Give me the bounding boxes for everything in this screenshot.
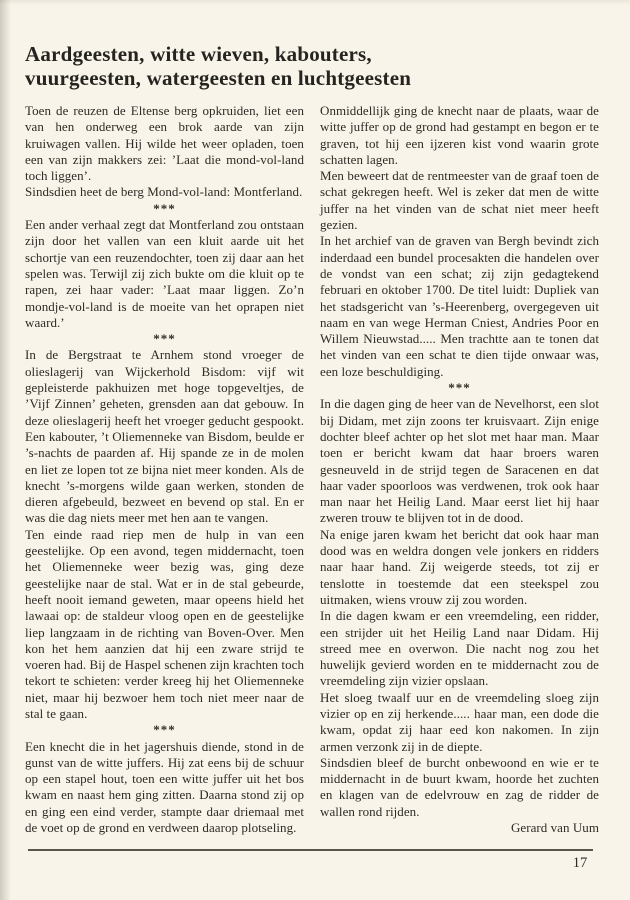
section-separator: *** xyxy=(153,331,176,347)
article-title xyxy=(25,42,605,90)
paragraph: Een knecht die in het jagershuis diende, stond in de gunst van de witte juffers. Hij zat eens bij de schuur op een stapel hout, toen een witte juffer uit het bos kwam en naast hem ging zitten. Daarna stond zij op en ging een eind verder, stampte daar driemaal met de voet op de grond en verdween daarop plotseling. xyxy=(25,738,304,836)
text-column-left xyxy=(25,103,304,836)
footer-rule xyxy=(28,849,593,851)
paragraph: In die dagen kwam er een vreemdeling, een ridder, een strijder uit het Heilig Land naar Didam. Hij streed mee en overwon. Die nacht nog zou het huwelijk gevierd worden en te middernacht zou de vreemdeling zijn vizier opslaan. xyxy=(320,608,599,689)
section-separator: *** xyxy=(153,200,176,216)
paragraph: Onmiddellijk ging de knecht naar de plaats, waar de witte juffer op de grond had gestampt en begon er te graven, tot hij een ijzeren kist vond waarin grote schatten lagen. xyxy=(320,103,599,167)
paragraph: In de Bergstraat te Arnhem stond vroeger de olieslagerij van Wijckerhold Bisdom: vijf wit gepleisterde pakhuizen met hoge topgeveltjes, de ’Vijf Zinnen’ geheten, grensden aan dat gebouw. In deze olieslagerij heeft het vroeger geducht gespookt. Een kabouter, ’t Oliemenneke van Bisdom, beulde er ’s-nachts de paarden af. Hij spande ze in de molen en liet ze lopen tot ze bijna niet meer konden. Als de knecht ’s-morgens wilde gaan werken, stonden de dieren afgebeuld, bezweet en bevend op stal. En er was die dag niets meer met hen aan te vangen. xyxy=(25,347,304,526)
paragraph: Toen de reuzen de Eltense berg opkruiden, liet een van hen onderweg een brok aarde van zijn kruiwagen vallen. Hij wilde het weer opladen, toen een van zijn makkers zei: ’Laat die mond-vol-land toch liggen’. xyxy=(25,103,304,184)
author-credit: Gerard van Uum xyxy=(510,820,599,836)
article-title-line2: vuurgeesten, watergeesten en luchtgeesten xyxy=(25,66,412,90)
paragraph: In die dagen ging de heer van de Nevelhorst, een slot bij Didam, met zijn zoons ter kruisvaart. Zijn enige dochter bleef achter op het slot met haar man. Maar toen er bericht kwam dat haar broers waren gesneuveld in de strijd tegen de Saracenen en dat haar vader spoorloos was verdwenen, trok ook haar man naar het Heilig Land. Maar eerst liet hij haar zweren trouw te blijven tot in de dood. xyxy=(320,396,599,526)
scan-edge-shadow xyxy=(0,0,11,900)
section-separator: *** xyxy=(448,380,471,396)
paragraph: Sindsdien bleef de burcht onbewoond en wie er te middernacht in de buurt kwam, hoorde het zuchten en klagen van de edelvrouw en zag de ridder de wallen rond rijden. xyxy=(320,754,599,819)
paragraph: Ten einde raad riep men de hulp in van een geestelijke. Op een avond, tegen middernacht, toen het Oliemenneke weer bezig was, ging deze geestelijke naar de stal. Wat er in de stal gebeurde, heeft nooit iemand geweten, maar opeens hield het lawaai op: de staldeur vloog open en de geestelijke liep langzaam in de richting van Boven-Over. Men kon het hem aanzien dat hij een zware strijd te voeren had. Bij de Haspel schenen zijn krachten toch tekort te schieten: verder kreeg hij het Oliemenneke niet, maar hij bezwoer hem toch niet meer naar de stal te gaan. xyxy=(25,526,304,721)
article-title-line1: Aardgeesten, witte wieven, kabouters, xyxy=(25,42,372,66)
paragraph: Men beweert dat de rentmeester van de graaf toen de schat gekregen heeft. Wel is zeker dat men de witte juffer na het vinden van de schat niet meer heeft gezien. xyxy=(320,168,599,233)
section-separator: *** xyxy=(153,722,176,738)
paragraph: Een ander verhaal zegt dat Montferland zou ontstaan zijn door het vallen van een kluit aarde uit het schortje van een reuzendochter, toen zij daar aan het spelen was. Terwijl zij zich bukte om die kluit op te rapen, zei haar vader: ’Laat maar liggen. Zo’n mondje-vol-land is de moeite van het oprapen niet waard.’ xyxy=(25,217,304,330)
paragraph: Het sloeg twaalf uur en de vreemdeling sloeg zijn vizier op en zij herkende..... haar man, een dode die kwam, opdat zij haar eed kon nakomen. In zijn armen verzonk zij in de diepte. xyxy=(320,689,599,754)
paragraph: In het archief van de graven van Bergh bevindt zich inderdaad een bundel procesakten die handelen over de vondst van een schat; zij zijn gedagtekend februari en oktober 1700. De titel luidt: Dupliek van het stadsgericht van ’s-Heerenberg, overgegeven uit naam en van wege Herman Cniest, Andries Poor en Willem Nieuwstad..... Men trachtte aan te tonen dat het vinden van een schat te dien tijde onwaar was, een loze beschuldiging. xyxy=(320,233,599,379)
scan-top-shadow xyxy=(0,0,630,5)
page-number: 17 xyxy=(572,855,588,871)
text-column-right xyxy=(320,103,599,836)
paragraph: Na enige jaren kwam het bericht dat ook haar man dood was en weldra dongen vele jonkers en ridders naar haar hand. Zij weigerde steeds, tot zij er tenslotte in toestemde dat een steekspel zou uitmaken, wiens vrouw zij zou worden. xyxy=(320,526,599,607)
paragraph: Sindsdien heet de berg Mond-vol-land: Montferland. xyxy=(25,184,303,200)
